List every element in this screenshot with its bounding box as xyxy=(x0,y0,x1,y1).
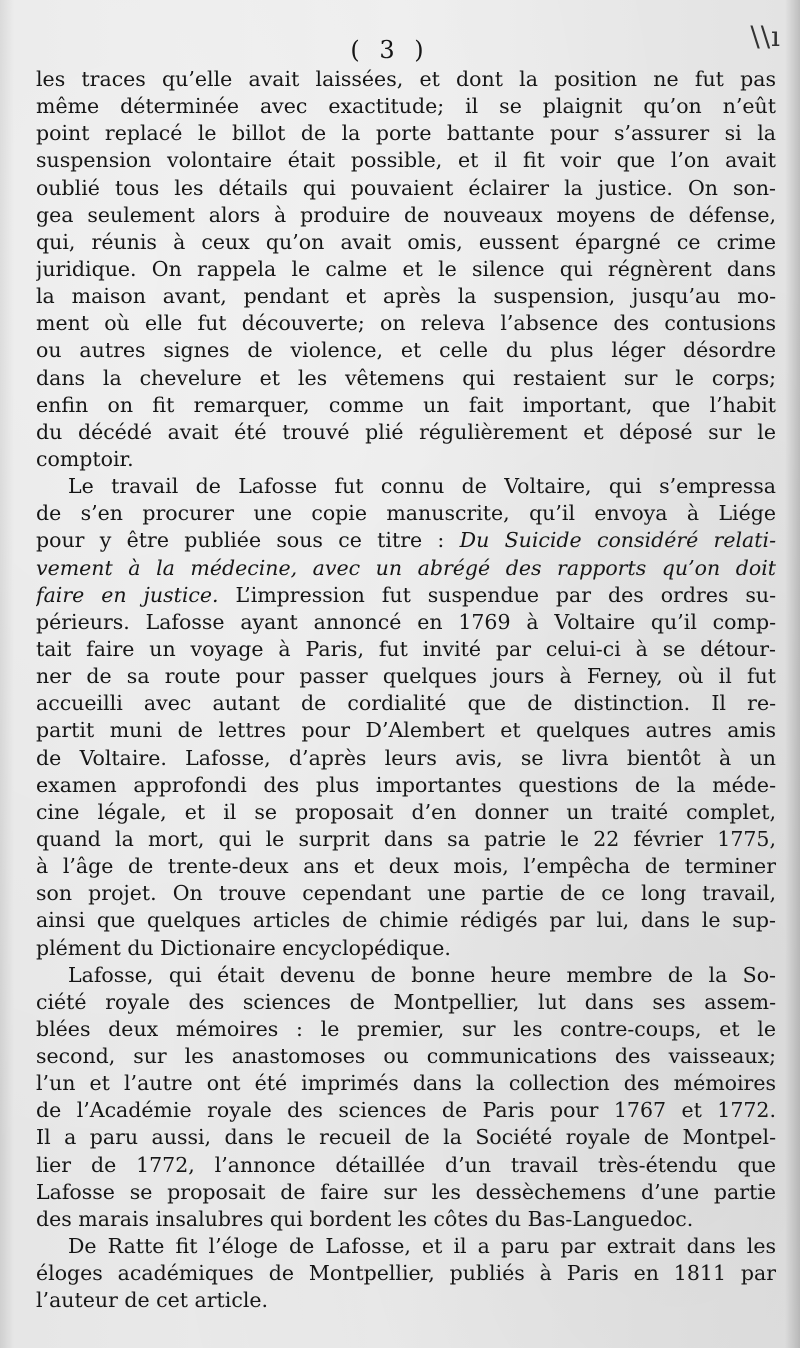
text-line: suspension volontaire était possible, et il fit voir que l’on avait xyxy=(36,148,776,173)
text-line: même déterminée avec exactitude; il se plaignit qu’on n’eût xyxy=(36,94,776,119)
text-line: l’un et l’autre ont été imprimés dans la collection des mémoires xyxy=(36,1071,776,1096)
text-line: éloges académiques de Montpellier, publiés à Paris en 1811 par xyxy=(36,1261,776,1286)
text-line: Il a paru aussi, dans le recueil de la Société royale de Montpel- xyxy=(36,1125,776,1150)
text-line: accueilli avec autant de cordialité que de distinction. Il re- xyxy=(36,691,776,716)
text-line: les traces qu’elle avait laissées, et dont la position ne fut pas xyxy=(36,67,776,91)
text-line: Lafosse se proposait de faire sur les dessèchemens d’une partie xyxy=(36,1179,776,1204)
text-line-mixed xyxy=(36,582,776,609)
text-roman: L’impression fut suspendue par des ordres su- xyxy=(218,582,776,607)
text-line: de l’Académie royale des sciences de Paris pour 1767 et 1772. xyxy=(36,1098,776,1123)
page-number: ( 3 ) xyxy=(350,36,430,64)
text-line: cine légale, et il se proposait d’en donner un traité complet, xyxy=(36,799,776,824)
text-line: enfin on fit remarquer, comme un fait important, que l’habit xyxy=(36,392,776,417)
text-roman: pour y être publiée sous ce titre : xyxy=(36,528,460,553)
text-line: de s’en procurer une copie manuscrite, qu’il envoya à Liége xyxy=(36,501,776,526)
body-text xyxy=(36,66,776,1314)
text-line-italic: vement à la médecine, avec un abrégé des rapports qu’on doit xyxy=(36,555,776,580)
text-line: De Ratte fit l’éloge de Lafosse, et il a paru par extrait dans les xyxy=(68,1234,776,1259)
text-line: quand la mort, qui le surprit dans sa patrie le 22 février 1775, xyxy=(36,826,776,851)
text-line: Lafosse, qui était devenu de bonne heure membre de la So- xyxy=(68,962,776,987)
text-line-mixed xyxy=(36,527,776,554)
text-line: partit muni de lettres pour D’Alembert et quelques autres amis xyxy=(36,718,776,743)
text-line: ner de sa route pour passer quelques jours à Ferney, où il fut xyxy=(36,664,776,689)
text-line: second, sur les anastomoses ou communications des vaisseaux; xyxy=(36,1044,776,1069)
text-line: ciété royale des sciences de Montpellier, lut dans ses assem- xyxy=(36,989,776,1014)
text-line: lier de 1772, l’annonce détaillée d’un travail très-étendu que xyxy=(36,1152,776,1177)
text-line: examen approfondi des plus importantes questions de la méde- xyxy=(36,772,776,797)
text-line: du décédé avait été trouvé plié régulièrement et déposé sur le xyxy=(36,419,776,444)
text-line: la maison avant, pendant et après la suspension, jusqu’au mo- xyxy=(36,284,776,309)
text-line: à l’âge de trente-deux ans et deux mois, l’empêcha de terminer xyxy=(36,854,776,879)
text-line: comptoir. xyxy=(36,446,134,471)
corner-ink-mark: \ \ ı xyxy=(750,20,776,53)
text-line: plément du Dictionaire encyclopédique. xyxy=(36,935,451,960)
text-line: blées deux mémoires : le premier, sur les contre-coups, et le xyxy=(36,1016,776,1041)
text-line: Le travail de Lafosse fut connu de Voltaire, qui s’empressa xyxy=(68,474,776,499)
text-line: des marais insalubres qui bordent les côtes du Bas-Languedoc. xyxy=(36,1206,694,1231)
text-line: juridique. On rappela le calme et le silence qui régnèrent dans xyxy=(36,256,776,281)
text-italic: Du Suicide considéré relati- xyxy=(459,528,776,553)
text-line: gea seulement alors à produire de nouveaux moyens de défense, xyxy=(36,202,776,227)
text-line: tait faire un voyage à Paris, fut invité par celui-ci à se détour- xyxy=(36,636,776,661)
text-line: l’auteur de cet article. xyxy=(36,1288,269,1313)
text-line: ment où elle fut découverte; on releva l’absence des contusions xyxy=(36,311,776,336)
text-italic: faire en justice. xyxy=(36,582,219,607)
text-line: de Voltaire. Lafosse, d’après leurs avis, se livra bientôt à un xyxy=(36,745,776,770)
text-line: qui, réunis à ceux qu’on avait omis, eussent épargné ce crime xyxy=(36,229,776,254)
text-line: dans la chevelure et les vêtemens qui restaient sur le corps; xyxy=(36,365,776,390)
text-line: son projet. On trouve cependant une partie de ce long travail, xyxy=(36,881,776,906)
text-line: point replacé le billot de la porte battante pour s’assurer si la xyxy=(36,121,776,146)
text-line: oublié tous les détails qui pouvaient éclairer la justice. On son- xyxy=(36,175,776,200)
text-line: ou autres signes de violence, et celle du plus léger désordre xyxy=(36,338,776,363)
text-line: ainsi que quelques articles de chimie rédigés par lui, dans le sup- xyxy=(36,908,776,933)
text-line: périeurs. Lafosse ayant annoncé en 1769 à Voltaire qu’il comp- xyxy=(36,609,776,634)
